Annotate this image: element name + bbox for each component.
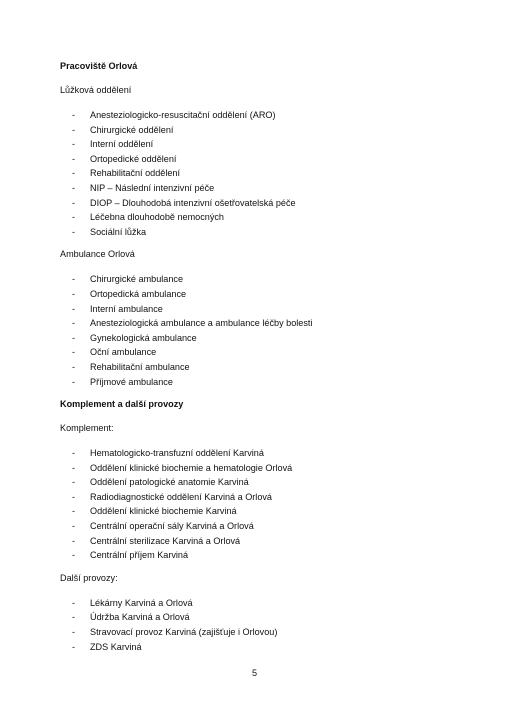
list-item-text: Centrální operační sály Karviná a Orlová	[90, 521, 254, 532]
list-item	[60, 123, 460, 138]
list-item	[60, 519, 460, 534]
dash-bullet: -	[72, 641, 76, 652]
other-operations-list	[60, 596, 460, 654]
list-item	[60, 166, 460, 181]
page-content	[60, 60, 460, 654]
dash-bullet: -	[72, 303, 76, 314]
dash-bullet: -	[72, 612, 76, 623]
list-item	[60, 504, 460, 519]
other-operations-label: Další provozy:	[60, 572, 118, 583]
ambulance-list	[60, 272, 460, 389]
list-item	[60, 446, 460, 461]
list-item-text: Centrální příjem Karviná	[90, 550, 189, 561]
list-item-text: Interní ambulance	[90, 303, 163, 314]
list-item-text: Lékárny Karviná a Orlová	[90, 597, 193, 608]
list-item	[60, 287, 460, 302]
dash-bullet: -	[72, 182, 76, 193]
dash-bullet: -	[72, 139, 76, 150]
list-item	[60, 375, 460, 390]
list-item	[60, 360, 460, 375]
dash-bullet: -	[72, 535, 76, 546]
list-item-text: Centrální sterilizace Karviná a Orlová	[90, 535, 241, 546]
complement-list	[60, 446, 460, 563]
dash-bullet: -	[72, 627, 76, 638]
list-item	[60, 331, 460, 346]
list-item	[60, 625, 460, 640]
list-item-text: NIP – Následní intenzivní péče	[90, 182, 215, 193]
dash-bullet: -	[72, 288, 76, 299]
complement-label: Komplement:	[60, 423, 114, 434]
list-item-text: Oddělení patologické anatomie Karviná	[90, 477, 249, 488]
dash-bullet: -	[72, 597, 76, 608]
list-item	[60, 210, 460, 225]
dash-bullet: -	[72, 110, 76, 120]
dash-bullet: -	[72, 361, 76, 372]
list-item	[60, 272, 460, 287]
list-item-text: Příjmové ambulance	[90, 376, 173, 387]
list-item	[60, 461, 460, 476]
list-item-text: Chirurgické ambulance	[90, 274, 184, 285]
list-item-text: Hematologicko-transfuzní oddělení Karviná	[90, 448, 264, 459]
list-item-text: Anesteziologická ambulance a ambulance léčby bolesti	[90, 318, 313, 329]
list-item	[60, 548, 460, 563]
list-item	[60, 152, 460, 167]
list-item-text: Radiodiagnostické oddělení Karviná a Orlová	[90, 491, 272, 502]
list-item-text: ZDS Karviná	[90, 641, 142, 652]
list-item	[60, 475, 460, 490]
dash-bullet: -	[72, 274, 76, 285]
list-item	[60, 534, 460, 549]
dash-bullet: -	[72, 168, 76, 179]
list-item-text: Rehabilitační oddělení	[90, 168, 180, 179]
list-item-text: Sociální lůžka	[90, 226, 147, 237]
dash-bullet: -	[72, 491, 76, 502]
section-heading-complement: Komplement a další provozy	[60, 399, 184, 410]
list-item	[60, 137, 460, 152]
list-item	[60, 302, 460, 317]
list-item	[60, 225, 460, 240]
dash-bullet: -	[72, 332, 76, 343]
list-item	[60, 490, 460, 505]
list-item	[60, 640, 460, 655]
dash-bullet: -	[72, 124, 76, 135]
dash-bullet: -	[72, 506, 76, 517]
list-item	[60, 596, 460, 611]
list-item-text: DIOP – Dlouhodobá intenzivní ošetřovatelská péče	[90, 197, 296, 208]
list-item	[60, 196, 460, 211]
dash-bullet: -	[72, 318, 76, 329]
list-item-text: Rehabilitační ambulance	[90, 361, 190, 372]
list-item	[60, 345, 460, 360]
dash-bullet: -	[72, 347, 76, 358]
dash-bullet: -	[72, 212, 76, 223]
page-number: 5	[251, 668, 258, 678]
list-item-text: Ortopedická ambulance	[90, 288, 187, 299]
list-item-text: Stravovací provoz Karviná (zajišťuje i Orlovou)	[90, 627, 278, 638]
dash-bullet: -	[72, 477, 76, 488]
list-item-text: Ortopedické oddělení	[90, 153, 177, 164]
list-item	[60, 610, 460, 625]
dash-bullet: -	[72, 462, 76, 473]
dash-bullet: -	[72, 376, 76, 387]
ambulance-label: Ambulance Orlová	[60, 249, 135, 260]
inpatient-list	[60, 108, 460, 239]
dash-bullet: -	[72, 448, 76, 459]
section-heading-orlova: Pracoviště Orlová	[60, 61, 138, 71]
list-item-text: Chirurgické oddělení	[90, 124, 174, 135]
list-item-text: Interní oddělení	[90, 139, 154, 150]
dash-bullet: -	[72, 550, 76, 561]
dash-bullet: -	[72, 197, 76, 208]
list-item-text: Údržba Karviná a Orlová	[90, 612, 190, 623]
list-item	[60, 181, 460, 196]
list-item-text: Oddělení klinické biochemie a hematologie Orlová	[90, 462, 293, 473]
dash-bullet: -	[72, 226, 76, 237]
dash-bullet: -	[72, 153, 76, 164]
list-item	[60, 108, 460, 123]
inpatient-label: Lůžková oddělení	[60, 85, 132, 95]
list-item-text: Oddělení klinické biochemie Karviná	[90, 506, 237, 517]
dash-bullet: -	[72, 521, 76, 532]
list-item-text: Anesteziologicko-resuscitační oddělení (ARO)	[90, 110, 276, 120]
list-item-text: Léčebna dlouhodobě nemocných	[90, 212, 224, 223]
list-item	[60, 316, 460, 331]
list-item-text: Oční ambulance	[90, 347, 157, 358]
list-item-text: Gynekologická ambulance	[90, 332, 197, 343]
